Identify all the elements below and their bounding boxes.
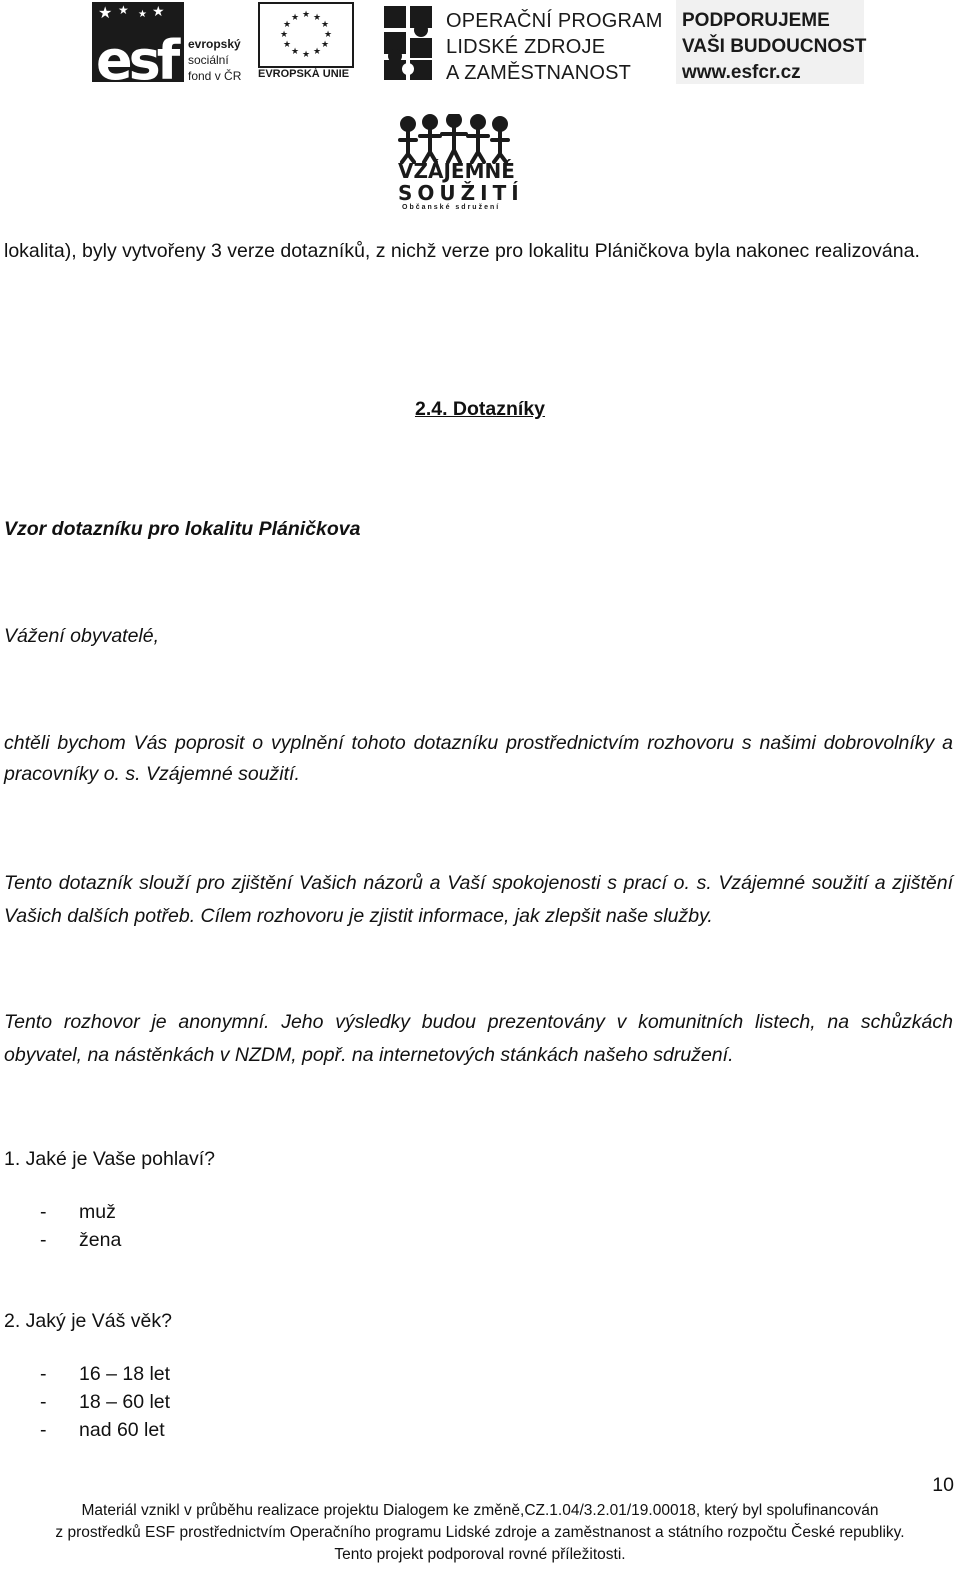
option-text: 18 – 60 let (79, 1391, 171, 1413)
footer-line: z prostředků ESF prostřednictvím Operačního programu Lidské zdroje a zaměstnanost a státního rozpočtu České republiky. (55, 1524, 905, 1541)
footer-line: Materiál vznikl v průběhu realizace projektu Dialogem ke změně,CZ.1.04/3.2.01/19.00018, který byl spolufinancován (81, 1502, 879, 1519)
question-1: 1. Jaké je Vaše pohlaví? (4, 1148, 216, 1170)
svg-text:★: ★ (282, 20, 292, 30)
svg-text:★: ★ (323, 30, 333, 40)
vzajemne-logo-line: VZÁJEMNÉ (398, 159, 515, 183)
intro-paragraph: lokalita), byly vytvořeny 3 verze dotazníků, z nichž verze pro lokalitu Pláničkova byla nakonec realizována. (4, 240, 920, 262)
star-icon: ★ (118, 3, 129, 17)
vzajemne-logo-line: SOUŽITÍ (398, 181, 524, 205)
star-icon: ★ (152, 3, 165, 19)
op-logo (380, 2, 670, 82)
vzajemne-logo-title (398, 160, 524, 204)
esf-logo-text (188, 36, 241, 84)
dash-bullet: - (40, 1229, 47, 1251)
svg-text:★: ★ (320, 20, 330, 30)
eu-flag-icon (258, 2, 354, 68)
support-logo-url: www.esfcr.cz (682, 62, 801, 83)
op-logo-line: A ZAMĚSTNANOST (446, 62, 632, 84)
section-heading: 2.4. Dotazníky (414, 398, 546, 420)
svg-text:★: ★ (301, 10, 311, 20)
star-icon: ★ (138, 9, 147, 20)
page-number: 10 (932, 1474, 954, 1496)
svg-text:★: ★ (290, 47, 300, 57)
support-logo-line: VAŠI BUDOUCNOST (682, 36, 867, 57)
svg-text:★: ★ (320, 40, 330, 50)
svg-text:★: ★ (282, 40, 292, 50)
dash-bullet: - (40, 1419, 47, 1441)
option-text: žena (79, 1229, 122, 1251)
svg-text:★: ★ (290, 13, 300, 23)
esf-logo-line: sociální (188, 53, 229, 67)
support-logo-text (682, 8, 866, 86)
question-2: 2. Jaký je Váš věk? (4, 1310, 172, 1332)
esf-logo-line: fond v ČR (188, 69, 242, 83)
support-logo-line: PODPORUJEME (682, 10, 830, 31)
star-icon: ★ (98, 5, 113, 22)
op-logo-line: LIDSKÉ ZDROJE (446, 36, 606, 58)
svg-text:★: ★ (312, 13, 322, 23)
svg-text:★: ★ (279, 30, 289, 40)
eu-logo (258, 2, 354, 82)
op-logo-text (446, 8, 663, 86)
anonymity-paragraph: Tento rozhovor je anonymní. Jeho výsledky budou prezentovány v komunitních listech, na schůzkách obyvatel, na nástěnkách v NZDM, popř. na internetových stánkách našeho sdružení. (4, 1011, 953, 1066)
puzzle-icon (380, 2, 436, 82)
eu-caption: EVROPSKÁ UNIE (258, 68, 350, 80)
esf-mark (92, 2, 184, 92)
option-text: 16 – 18 let (79, 1363, 171, 1385)
option-text: nad 60 let (79, 1419, 165, 1441)
option-text: muž (79, 1201, 116, 1223)
footer-line: Tento projekt podporoval rovné příležitosti. (334, 1546, 626, 1563)
svg-text:★: ★ (301, 50, 311, 60)
dash-bullet: - (40, 1391, 47, 1413)
esf-logo (92, 2, 252, 92)
dash-bullet: - (40, 1201, 47, 1223)
op-logo-line: OPERAČNÍ PROGRAM (446, 10, 663, 32)
esf-mark-text: esf (96, 29, 177, 92)
svg-text:★: ★ (312, 47, 322, 57)
dash-bullet: - (40, 1363, 47, 1385)
people-icon (396, 114, 512, 164)
purpose-paragraph: Tento dotazník slouží pro zjištění Vašich názorů a Vaší spokojenosti s prací o. s. Vzájemné soužití a zjištění Vašich dalších potřeb. Cílem rozhovoru je zjistit informace, jak zlepšit naše služby. (4, 872, 953, 927)
esf-logo-line: evropský (188, 37, 241, 51)
vzajemne-logo-subtitle: Občanské sdružení (402, 204, 501, 211)
support-logo (676, 0, 867, 84)
request-paragraph: chtěli bychom Vás poprosit o vyplnění tohoto dotazníku prostřednictvím rozhovoru s našimi dobrovolníky a pracovníky o. s. Vzájemné soužití. (4, 732, 953, 785)
footer-note (0, 1500, 960, 1566)
questionnaire-title: Vzor dotazníku pro lokalitu Pláničkova (4, 518, 361, 540)
vzajemne-souziti-logo (396, 114, 524, 214)
salutation: Vážení obyvatelé, (4, 625, 160, 647)
